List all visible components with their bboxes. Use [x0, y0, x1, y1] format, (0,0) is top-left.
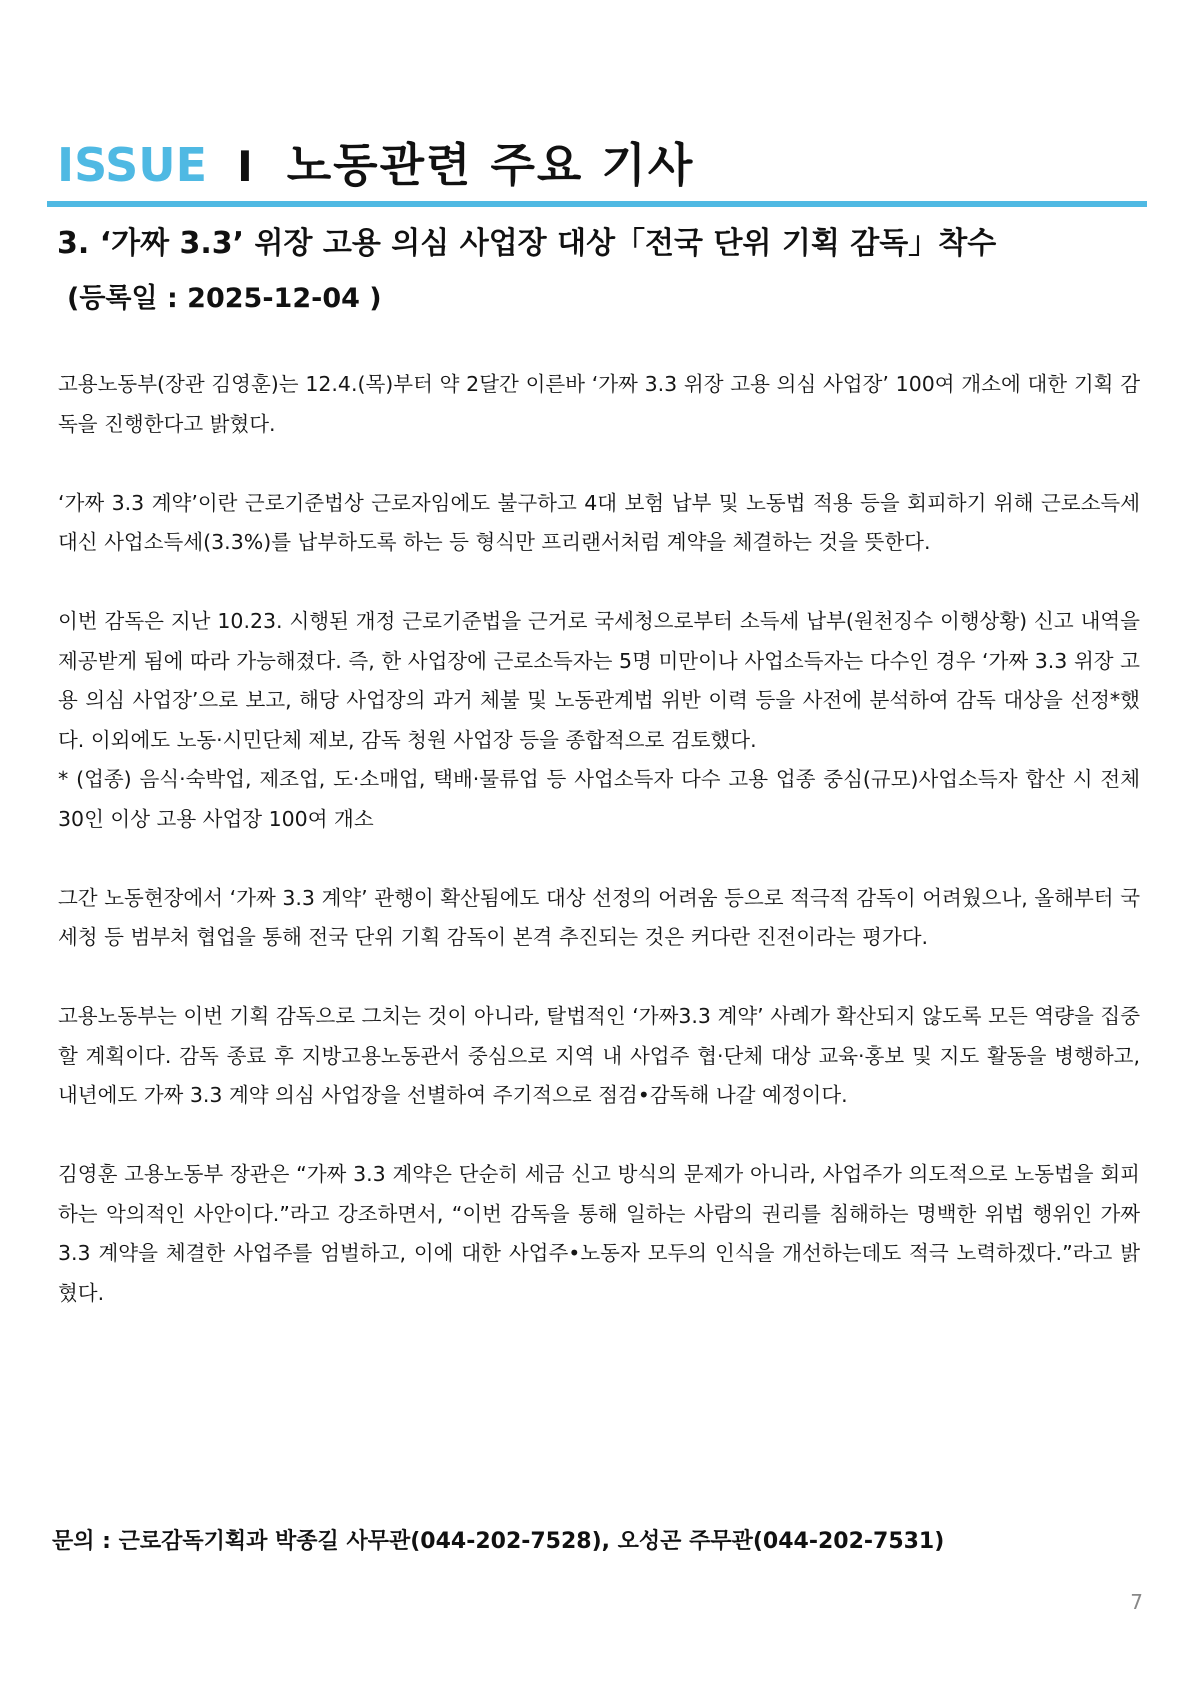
contact-info: 문의 : 근로감독기획과 박종길 사무관(044-202-7528), 오성곤 주무관(044-202-7531): [52, 1529, 945, 1554]
article-title: 3. ‘가짜 3.3’ 위장 고용 의심 사업장 대상「전국 단위 기획 감독」착수: [57, 226, 997, 261]
paragraph-5: 고용노동부는 이번 기획 감독으로 그치는 것이 아니라, 탈법적인 ‘가짜3.3 계약’ 사례가 확산되지 않도록 모든 역량을 집중할 계획이다. 감독 종료 후 지방고용노동관서 중심으로 지역 내 사업주 협·단체 대상 교육·홍보 및 지도 활동을 병행하고, 내년에도 가짜 3.3 계약 의심 사업장을 선별하여 주기적으로 점검•감독해 나갈 예정이다.: [58, 1004, 1140, 1107]
footnote: * (업종) 음식·숙박업, 제조업, 도·소매업, 택배·물류업 등 사업소득자 다수 고용 업종 중심(규모)사업소득자 합산 시 전체 30인 이상 고용 사업장 100여 개소: [58, 767, 1140, 831]
page-header: [57, 128, 1137, 192]
section-title: 노동관련 주요 기사: [286, 138, 695, 192]
paragraph-3: 이번 감독은 지난 10.23. 시행된 개정 근로기준법을 근거로 국세청으로부터 소득세 납부(원천징수 이행상황) 신고 내역을 제공받게 됨에 따라 가능해졌다. 즉, 한 사업장에 근로소득자는 5명 미만이나 사업소득자는 다수인 경우 ‘가짜 3.3 위장 고용 의심 사업장’으로 보고, 해당 사업장의 과거 체불 및 노동관계법 위반 이력 등을 사전에 분석하여 감독 대상을 선정*했다. 이외에도 노동·시민단체 제보, 감독 청원 사업장 등을 종합적으로 검토했다.: [58, 609, 1140, 752]
header-divider: [47, 201, 1147, 207]
page-number: 7: [1130, 1590, 1143, 1614]
paragraph-6: 김영훈 고용노동부 장관은 “가짜 3.3 계약은 단순히 세금 신고 방식의 문제가 아니라, 사업주가 의도적으로 노동법을 회피하는 악의적인 사안이다.”라고 강조하면서, “이번 감독을 통해 일하는 사람의 권리를 침해하는 명백한 위법 행위인 가짜 3.3 계약을 체결한 사업주를 엄벌하고, 이에 대한 사업주•노동자 모두의 인식을 개선하는데도 적극 노력하겠다.”라고 밝혔다.: [58, 1162, 1140, 1305]
paragraph-4: 그간 노동현장에서 ‘가짜 3.3 계약’ 관행이 확산됨에도 대상 선정의 어려움 등으로 적극적 감독이 어려웠으나, 올해부터 국세청 등 범부처 협업을 통해 전국 단위 기획 감독이 본격 추진되는 것은 커다란 진전이라는 평가다.: [58, 885, 1140, 949]
issue-label: ISSUE: [57, 138, 208, 192]
article-body: [58, 365, 1140, 1353]
registration-date: (등록일 : 2025-12-04 ): [67, 283, 382, 314]
header-separator: I: [237, 142, 253, 191]
paragraph-1: 고용노동부(장관 김영훈)는 12.4.(목)부터 약 2달간 이른바 ‘가짜 3.3 위장 고용 의심 사업장’ 100여 개소에 대한 기획 감독을 진행한다고 밝혔다.: [58, 372, 1140, 436]
paragraph-2: ‘가짜 3.3 계약’이란 근로기준법상 근로자임에도 불구하고 4대 보험 납부 및 노동법 적용 등을 회피하기 위해 근로소득세 대신 사업소득세(3.3%)를 납부하도록 하는 등 형식만 프리랜서처럼 계약을 체결하는 것을 뜻한다.: [58, 490, 1140, 554]
